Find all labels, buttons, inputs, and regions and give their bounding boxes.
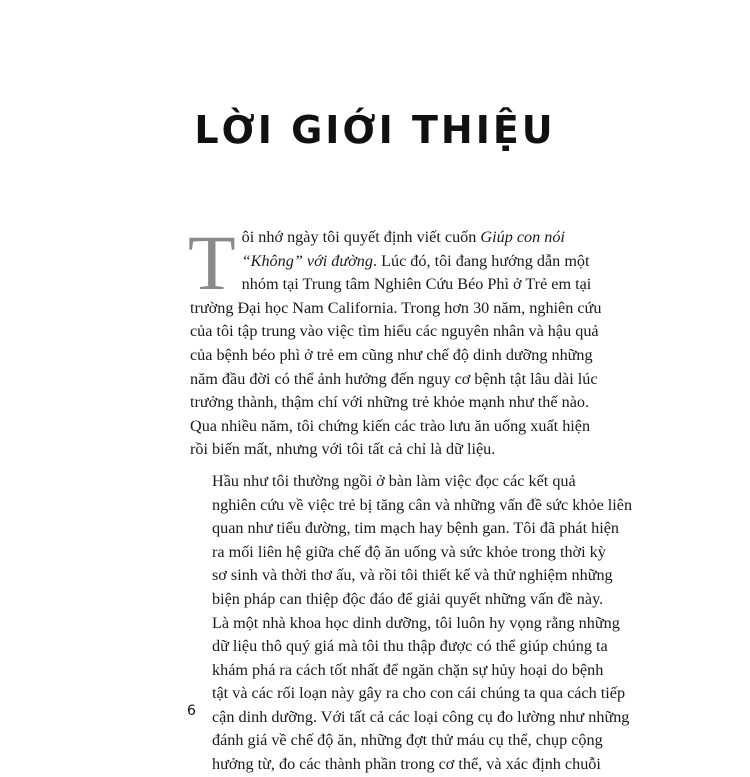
text-line: tật và các rối loạn này gây ra cho con cái chúng ta qua cách tiếp	[212, 684, 626, 703]
text-line: năm đầu đời có thể ảnh hưởng đến nguy cơ bệnh tật lâu dài lúc	[190, 369, 598, 388]
text-line: của tôi tập trung vào việc tìm hiểu các nguyên nhân và hậu quả	[190, 322, 599, 341]
text-line: Qua nhiều năm, tôi chứng kiến các trào lưu ăn uống xuất hiện	[190, 416, 591, 435]
text-line: biện pháp can thiệp độc đáo để giải quyết những vấn đề này.	[212, 589, 604, 608]
text-line: sơ sinh và thời thơ ấu, và rồi tôi thiết kế và thử nghiệm những	[212, 566, 613, 585]
text-line: rồi biến mất, nhưng với tôi tất cả chỉ là dữ liệu.	[190, 440, 496, 459]
text-line: cận dinh dưỡng. Với tất cả các loại công cụ đo lường như những	[212, 707, 630, 726]
text-line: “Không” với đường. Lúc đó, tôi đang hướng dẫn một	[241, 251, 590, 270]
text-line: khám phá ra cách tốt nhất để ngăn chặn sự hủy hoại do bệnh	[212, 660, 604, 679]
text-line: ra mối liên hệ giữa chế độ ăn uống và sức khỏe trong thời kỳ	[212, 542, 606, 561]
text-line: hưởng từ, đo các thành phần trong cơ thể, và xác định chuỗi	[212, 755, 601, 774]
text-line: trường Đại học Nam California. Trong hơn 30 năm, nghiên cứu	[190, 298, 602, 317]
chapter-title: LỜI GIỚI THIỆU	[194, 108, 556, 152]
drop-cap: T	[188, 219, 236, 306]
text-line: ôi nhớ ngày tôi quyết định viết cuốn Giúp con nói	[241, 228, 565, 246]
page-number: 6	[187, 703, 196, 719]
text-line: đánh giá về chế độ ăn, những đợt thử máu cụ thể, chụp cộng	[212, 731, 603, 750]
text-line: dữ liệu thô quý giá mà tôi thu thập được có thể giúp chúng ta	[212, 637, 608, 656]
text-line: Là một nhà khoa học dinh dưỡng, tôi luôn hy vọng rằng những	[212, 613, 620, 632]
text-line: nghiên cứu về việc trẻ bị tăng cân và những vấn đề sức khỏe liên	[212, 495, 633, 514]
text-line: quan như tiểu đường, tim mạch hay bệnh gan. Tôi đã phát hiện	[212, 519, 620, 538]
paragraph-2	[190, 470, 633, 777]
text-line: trưởng thành, thậm chí với những trẻ khỏe mạnh như thế nào.	[190, 393, 590, 412]
body-text	[188, 219, 633, 777]
text-line: Hầu như tôi thường ngồi ở bàn làm việc đọc các kết quả	[212, 471, 576, 490]
text-line: của bệnh béo phì ở trẻ em cũng như chế độ dinh dưỡng những	[190, 345, 593, 364]
paragraph-1	[188, 219, 602, 462]
text-line: nhóm tại Trung tâm Nghiên Cứu Béo Phì ở Trẻ em tại	[241, 275, 592, 294]
